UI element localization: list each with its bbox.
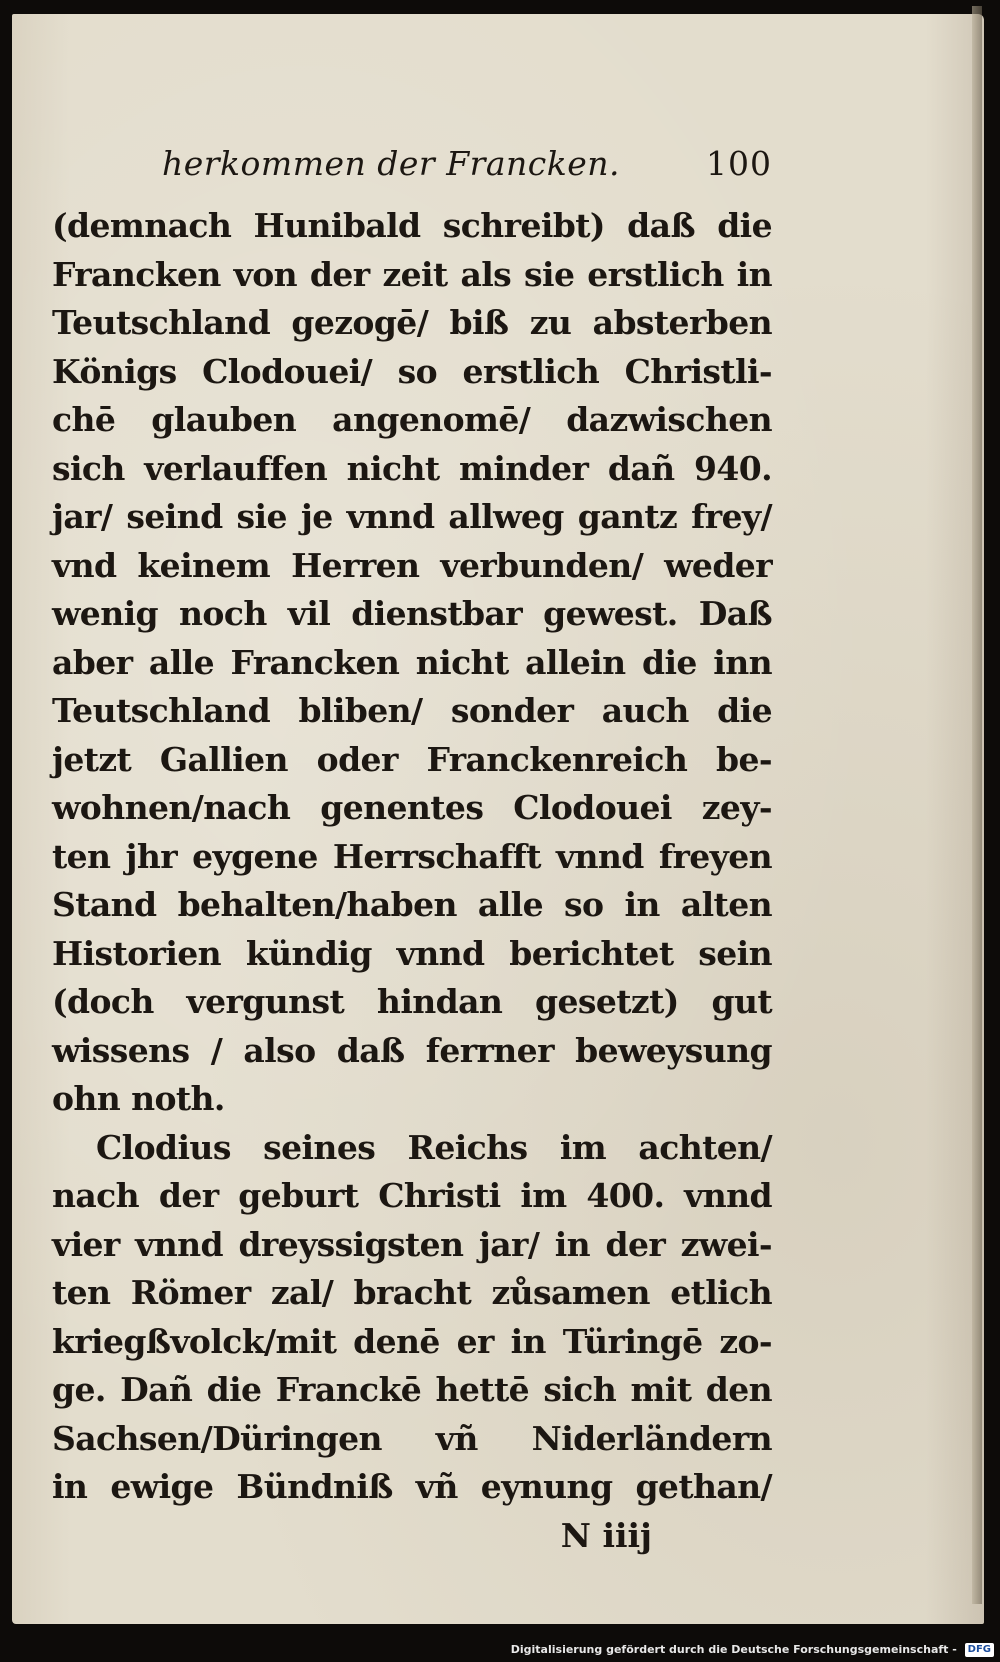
text-line: jetzt Gallien oder Franckenreich be- [52, 739, 772, 779]
page-edge [972, 6, 982, 1604]
text-line: chē glauben angenomē/ dazwischen [52, 400, 772, 439]
text-line: wissens / also daß ferrner beweysung [52, 1030, 772, 1070]
paragraph-1 [52, 202, 772, 1124]
text-line: sich verlauffen nicht minder dañ 940. [52, 448, 772, 488]
signature-mark: N iiij [560, 1515, 652, 1555]
dfg-logo: DFG [965, 1643, 994, 1657]
text-block [52, 144, 772, 1560]
text-line: Teutschland bliben/ sonder auch die [52, 691, 772, 730]
running-head-title: herkommen der Francken. [162, 144, 621, 183]
text-line: ge. Dañ die Franckē hettē sich mit den [52, 1370, 772, 1409]
text-line: wenig noch vil dienstbar gewest. Daß [52, 594, 772, 633]
text-line: ten jhr eygene Herrschafft vnnd freyen [52, 836, 772, 876]
text-line: Historien kündig vnnd berichtet sein [52, 933, 772, 973]
text-line: aber alle Francken nicht allein die inn [52, 642, 772, 682]
text-line: kriegßvolck/mit denē er in Türingē zo- [52, 1321, 772, 1361]
text-line: vier vnnd dreyssigsten jar/ in der zwei- [52, 1224, 772, 1264]
credit-text: Digitalisierung gefördert durch die Deutsche Forschungsgemeinschaft - [510, 1643, 957, 1656]
text-line: Clodius seines Reichs im achten/ [96, 1127, 772, 1167]
text-line: in ewige Bündniß vñ eynung gethan/ [52, 1467, 772, 1506]
text-line: (doch vergunst hindan gesetzt) gut [52, 982, 772, 1021]
text-line: jar/ seind sie je vnnd allweg gantz frey/ [52, 497, 772, 536]
text-line: Francken von der zeit als sie erstlich in [52, 254, 772, 294]
digitization-credit [511, 1640, 994, 1660]
paragraph-2 [52, 1124, 772, 1512]
text-line: Königs Clodouei/ so erstlich Christli- [52, 351, 772, 391]
text-line: nach der geburt Christi im 400. vnnd [52, 1176, 772, 1215]
text-line: (demnach Hunibald schreibt) daß die [52, 206, 772, 245]
text-line: Teutschland gezogē/ biß zu absterben [52, 303, 772, 342]
running-head [52, 144, 772, 202]
text-line: ten Römer zal/ bracht zůsamen etlich [52, 1273, 772, 1312]
text-line: wohnen/nach genentes Clodouei zey- [52, 788, 772, 827]
folio-number: 100 [706, 144, 772, 183]
text-line: vnd keinem Herren verbunden/ weder [52, 545, 772, 585]
text-line: Stand behalten/haben alle so in alten [52, 885, 772, 924]
text-line: Sachsen/Düringen vñ Niderländern [52, 1418, 772, 1458]
text-line: ohn noth. [52, 1079, 225, 1118]
book-page [12, 14, 984, 1624]
